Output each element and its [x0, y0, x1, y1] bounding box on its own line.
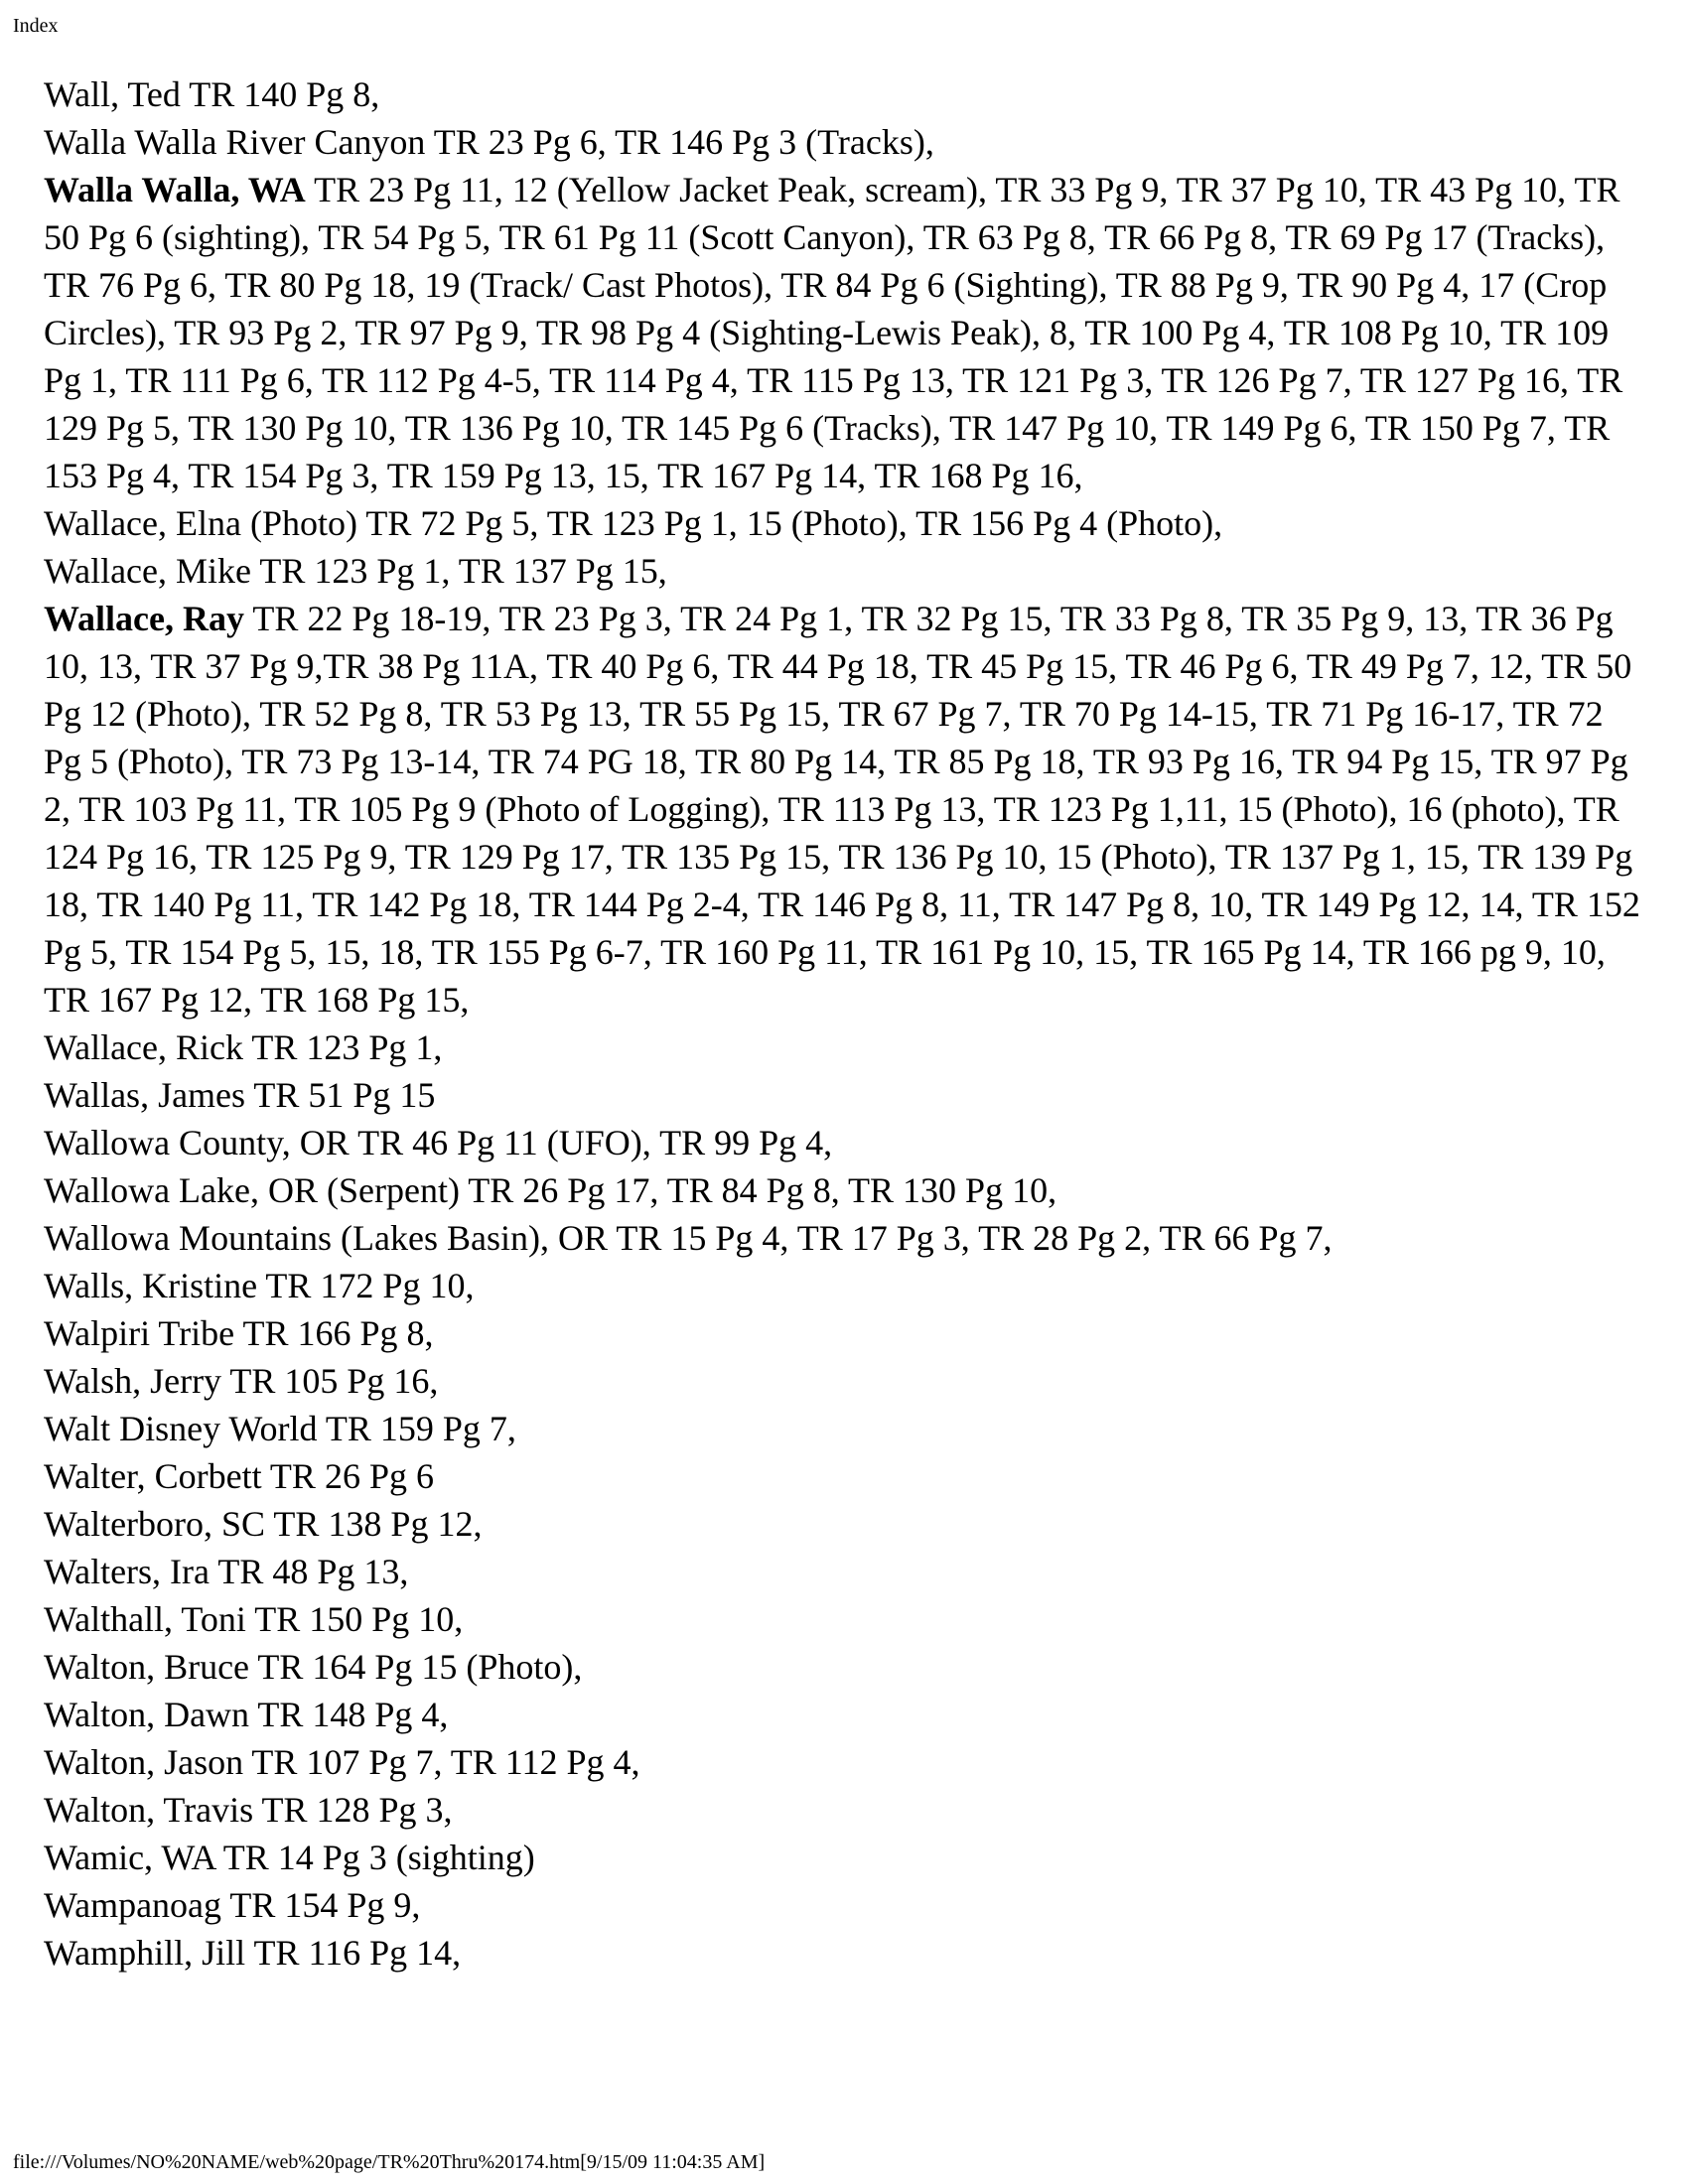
entry-text: Wallace, Mike TR 123 Pg 1, TR 137 Pg 15, — [44, 551, 667, 591]
index-entry — [44, 1262, 1642, 1309]
entry-text: Walton, Travis TR 128 Pg 3, — [44, 1790, 453, 1830]
entry-text: Walla Walla River Canyon TR 23 Pg 6, TR 146 Pg 3 (Tracks), — [44, 122, 934, 162]
entry-text: Walton, Bruce TR 164 Pg 15 (Photo), — [44, 1647, 583, 1687]
index-entry — [44, 1309, 1642, 1357]
entry-text: Wall, Ted TR 140 Pg 8, — [44, 74, 380, 114]
entry-text: Wallace, Rick TR 123 Pg 1, — [44, 1027, 443, 1067]
entry-text: Walton, Jason TR 107 Pg 7, TR 112 Pg 4, — [44, 1742, 640, 1782]
entry-term: Wallace, Ray — [44, 599, 244, 638]
index-entry — [44, 595, 1642, 1024]
index-entry — [44, 1786, 1642, 1834]
entry-text: Walt Disney World TR 159 Pg 7, — [44, 1409, 516, 1448]
index-entry — [44, 1881, 1642, 1929]
entry-text: TR 22 Pg 18-19, TR 23 Pg 3, TR 24 Pg 1, TR 32 Pg 15, TR 33 Pg 8, TR 35 Pg 9, 13, TR 36 Pg 10, 13, TR 37 Pg 9,TR 38 Pg 11A, TR 40 Pg 6, TR 44 Pg 18, TR 45 Pg 15, TR 46 Pg 6, TR 49 Pg 7, 12, TR 50 Pg 12 (Photo), TR 52 Pg 8, TR 53 Pg 13, TR 55 Pg 15, TR 67 Pg 7, TR 70 Pg 14-15, TR 71 Pg 16-17, TR 72 Pg 5 (Photo), TR 73 Pg 13-14, TR 74 PG 18, TR 80 Pg 14, TR 85 Pg 18, TR 93 Pg 16, TR 94 Pg 15, TR 97 Pg 2, TR 103 Pg 11, TR 105 Pg 9 (Photo of Logging), TR 113 Pg 13, TR 123 Pg 1,11, 15 (Photo), 16 (photo), TR 124 Pg 16, TR 125 Pg 9, TR 129 Pg 17, TR 135 Pg 15, TR 136 Pg 10, 15 (Photo), TR 137 Pg 1, 15, TR 139 Pg 18, TR 140 Pg 11, TR 142 Pg 18, TR 144 Pg 2-4, TR 146 Pg 8, 11, TR 147 Pg 8, 10, TR 149 Pg 12, 14, TR 152 Pg 5, TR 154 Pg 5, 15, 18, TR 155 Pg 6-7, TR 160 Pg 11, TR 161 Pg 10, 15, TR 165 Pg 14, TR 166 pg 9, 10, TR 167 Pg 12, TR 168 Pg 15, — [44, 599, 1640, 1020]
index-entry — [44, 1738, 1642, 1786]
index-entry — [44, 70, 1642, 118]
index-entry — [44, 1500, 1642, 1548]
index-entry — [44, 547, 1642, 595]
entry-text: Wallowa Mountains (Lakes Basin), OR TR 15 Pg 4, TR 17 Pg 3, TR 28 Pg 2, TR 66 Pg 7, — [44, 1218, 1333, 1258]
entry-text: Wallace, Elna (Photo) TR 72 Pg 5, TR 123 Pg 1, 15 (Photo), TR 156 Pg 4 (Photo), — [44, 503, 1223, 543]
index-entry — [44, 1024, 1642, 1071]
entry-text: Wallowa County, OR TR 46 Pg 11 (UFO), TR 99 Pg 4, — [44, 1123, 833, 1162]
entry-text: Walterboro, SC TR 138 Pg 12, — [44, 1504, 483, 1544]
entry-text: Walpiri Tribe TR 166 Pg 8, — [44, 1313, 434, 1353]
entry-text: Walters, Ira TR 48 Pg 13, — [44, 1552, 409, 1591]
index-entry — [44, 1929, 1642, 1977]
entry-text: Wamphill, Jill TR 116 Pg 14, — [44, 1933, 462, 1973]
entry-text: Walls, Kristine TR 172 Pg 10, — [44, 1266, 475, 1305]
index-list — [44, 70, 1642, 1977]
index-entry — [44, 1691, 1642, 1738]
entry-text: Wampanoag TR 154 Pg 9, — [44, 1885, 421, 1925]
entry-text: Wallowa Lake, OR (Serpent) TR 26 Pg 17, TR 84 Pg 8, TR 130 Pg 10, — [44, 1170, 1057, 1210]
entry-text: Walton, Dawn TR 148 Pg 4, — [44, 1695, 449, 1734]
index-entry — [44, 499, 1642, 547]
page-header: Index — [13, 15, 59, 37]
index-entry — [44, 118, 1642, 166]
entry-text: Wamic, WA TR 14 Pg 3 (sighting) — [44, 1838, 535, 1877]
entry-text: TR 23 Pg 11, 12 (Yellow Jacket Peak, scream), TR 33 Pg 9, TR 37 Pg 10, TR 43 Pg 10, TR 50 Pg 6 (sighting), TR 54 Pg 5, TR 61 Pg 11 (Scott Canyon), TR 63 Pg 8, TR 66 Pg 8, TR 69 Pg 17 (Tracks), TR 76 Pg 6, TR 80 Pg 18, 19 (Track/ Cast Photos), TR 84 Pg 6 (Sighting), TR 88 Pg 9, TR 90 Pg 4, 17 (Crop Circles), TR 93 Pg 2, TR 97 Pg 9, TR 98 Pg 4 (Sighting-Lewis Peak), 8, TR 100 Pg 4, TR 108 Pg 10, TR 109 Pg 1, TR 111 Pg 6, TR 112 Pg 4-5, TR 114 Pg 4, TR 115 Pg 13, TR 121 Pg 3, TR 126 Pg 7, TR 127 Pg 16, TR 129 Pg 5, TR 130 Pg 10, TR 136 Pg 10, TR 145 Pg 6 (Tracks), TR 147 Pg 10, TR 149 Pg 6, TR 150 Pg 7, TR 153 Pg 4, TR 154 Pg 3, TR 159 Pg 13, 15, TR 167 Pg 14, TR 168 Pg 16, — [44, 170, 1623, 495]
entry-text: Wallas, James TR 51 Pg 15 — [44, 1075, 436, 1115]
index-entry — [44, 166, 1642, 499]
index-entry — [44, 1214, 1642, 1262]
index-entry — [44, 1452, 1642, 1500]
index-entry — [44, 1643, 1642, 1691]
entry-text: Walter, Corbett TR 26 Pg 6 — [44, 1456, 434, 1496]
index-entry — [44, 1834, 1642, 1881]
index-entry — [44, 1548, 1642, 1595]
index-entry — [44, 1119, 1642, 1166]
index-entry — [44, 1166, 1642, 1214]
entry-term: Walla Walla, WA — [44, 170, 306, 209]
index-entry — [44, 1405, 1642, 1452]
index-entry — [44, 1595, 1642, 1643]
index-entry — [44, 1071, 1642, 1119]
entry-text: Walsh, Jerry TR 105 Pg 16, — [44, 1361, 439, 1401]
page-footer-path: file:///Volumes/NO%20NAME/web%20page/TR%20Thru%20174.htm[9/15/09 11:04:35 AM] — [13, 2151, 766, 2173]
entry-text: Walthall, Toni TR 150 Pg 10, — [44, 1599, 464, 1639]
index-entry — [44, 1357, 1642, 1405]
